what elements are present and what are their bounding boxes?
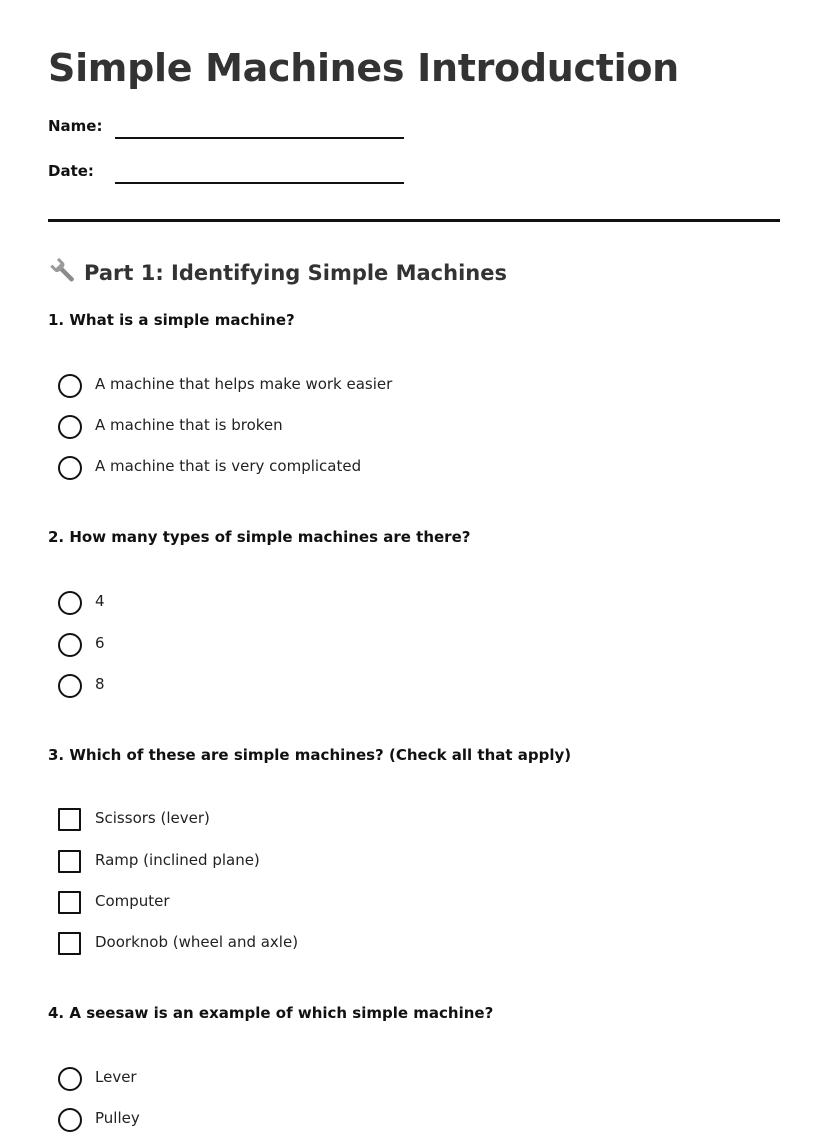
option-label: Pulley — [95, 1109, 140, 1127]
q1-option-2[interactable] — [58, 415, 658, 441]
name-label: Name: — [48, 117, 103, 135]
q3-option-3[interactable] — [58, 891, 658, 917]
option-label: Doorknob (wheel and axle) — [95, 933, 299, 951]
q1-option-1[interactable] — [58, 374, 658, 400]
option-label: Lever — [95, 1068, 137, 1086]
question-4: 4. A seesaw is an example of which simple machine? — [48, 1004, 494, 1022]
option-label: A machine that is very complicated — [95, 457, 362, 475]
q2-option-3[interactable] — [58, 674, 658, 700]
q4-option-2[interactable] — [58, 1108, 658, 1134]
radio-button[interactable] — [58, 1067, 82, 1091]
question-1: 1. What is a simple machine? — [48, 311, 295, 329]
section-title-text: Part 1: Identifying Simple Machines — [84, 261, 507, 285]
q2-option-2[interactable] — [58, 633, 658, 659]
radio-button[interactable] — [58, 1108, 82, 1132]
checkbox[interactable] — [58, 850, 81, 873]
date-label: Date: — [48, 162, 94, 180]
checkbox[interactable] — [58, 932, 81, 955]
question-2: 2. How many types of simple machines are there? — [48, 528, 471, 546]
header-divider — [48, 219, 780, 222]
option-label: Scissors (lever) — [95, 809, 210, 827]
date-field-row — [48, 162, 448, 192]
name-field-row — [48, 117, 448, 147]
radio-button[interactable] — [58, 591, 82, 615]
name-input[interactable] — [115, 137, 404, 139]
option-label: Ramp (inclined plane) — [95, 851, 260, 869]
section-title-part-1 — [48, 257, 507, 285]
date-input[interactable] — [115, 182, 404, 184]
radio-button[interactable] — [58, 633, 82, 657]
option-label: A machine that is broken — [95, 416, 283, 434]
radio-button[interactable] — [58, 456, 82, 480]
page-title: Simple Machines Introduction — [48, 46, 679, 90]
option-label: 4 — [95, 592, 105, 610]
checkbox[interactable] — [58, 891, 81, 914]
q4-option-1[interactable] — [58, 1067, 658, 1093]
checkbox[interactable] — [58, 808, 81, 831]
radio-button[interactable] — [58, 674, 82, 698]
option-label: Computer — [95, 892, 170, 910]
radio-button[interactable] — [58, 374, 82, 398]
q2-option-1[interactable] — [58, 591, 658, 617]
q3-option-2[interactable] — [58, 850, 658, 876]
option-label: 6 — [95, 634, 105, 652]
option-label: 8 — [95, 675, 105, 693]
q3-option-1[interactable] — [58, 808, 658, 834]
option-label: A machine that helps make work easier — [95, 375, 393, 393]
wrench-icon — [48, 257, 78, 285]
question-3: 3. Which of these are simple machines? (Check all that apply) — [48, 746, 572, 764]
q1-option-3[interactable] — [58, 456, 658, 482]
radio-button[interactable] — [58, 415, 82, 439]
q3-option-4[interactable] — [58, 932, 658, 958]
